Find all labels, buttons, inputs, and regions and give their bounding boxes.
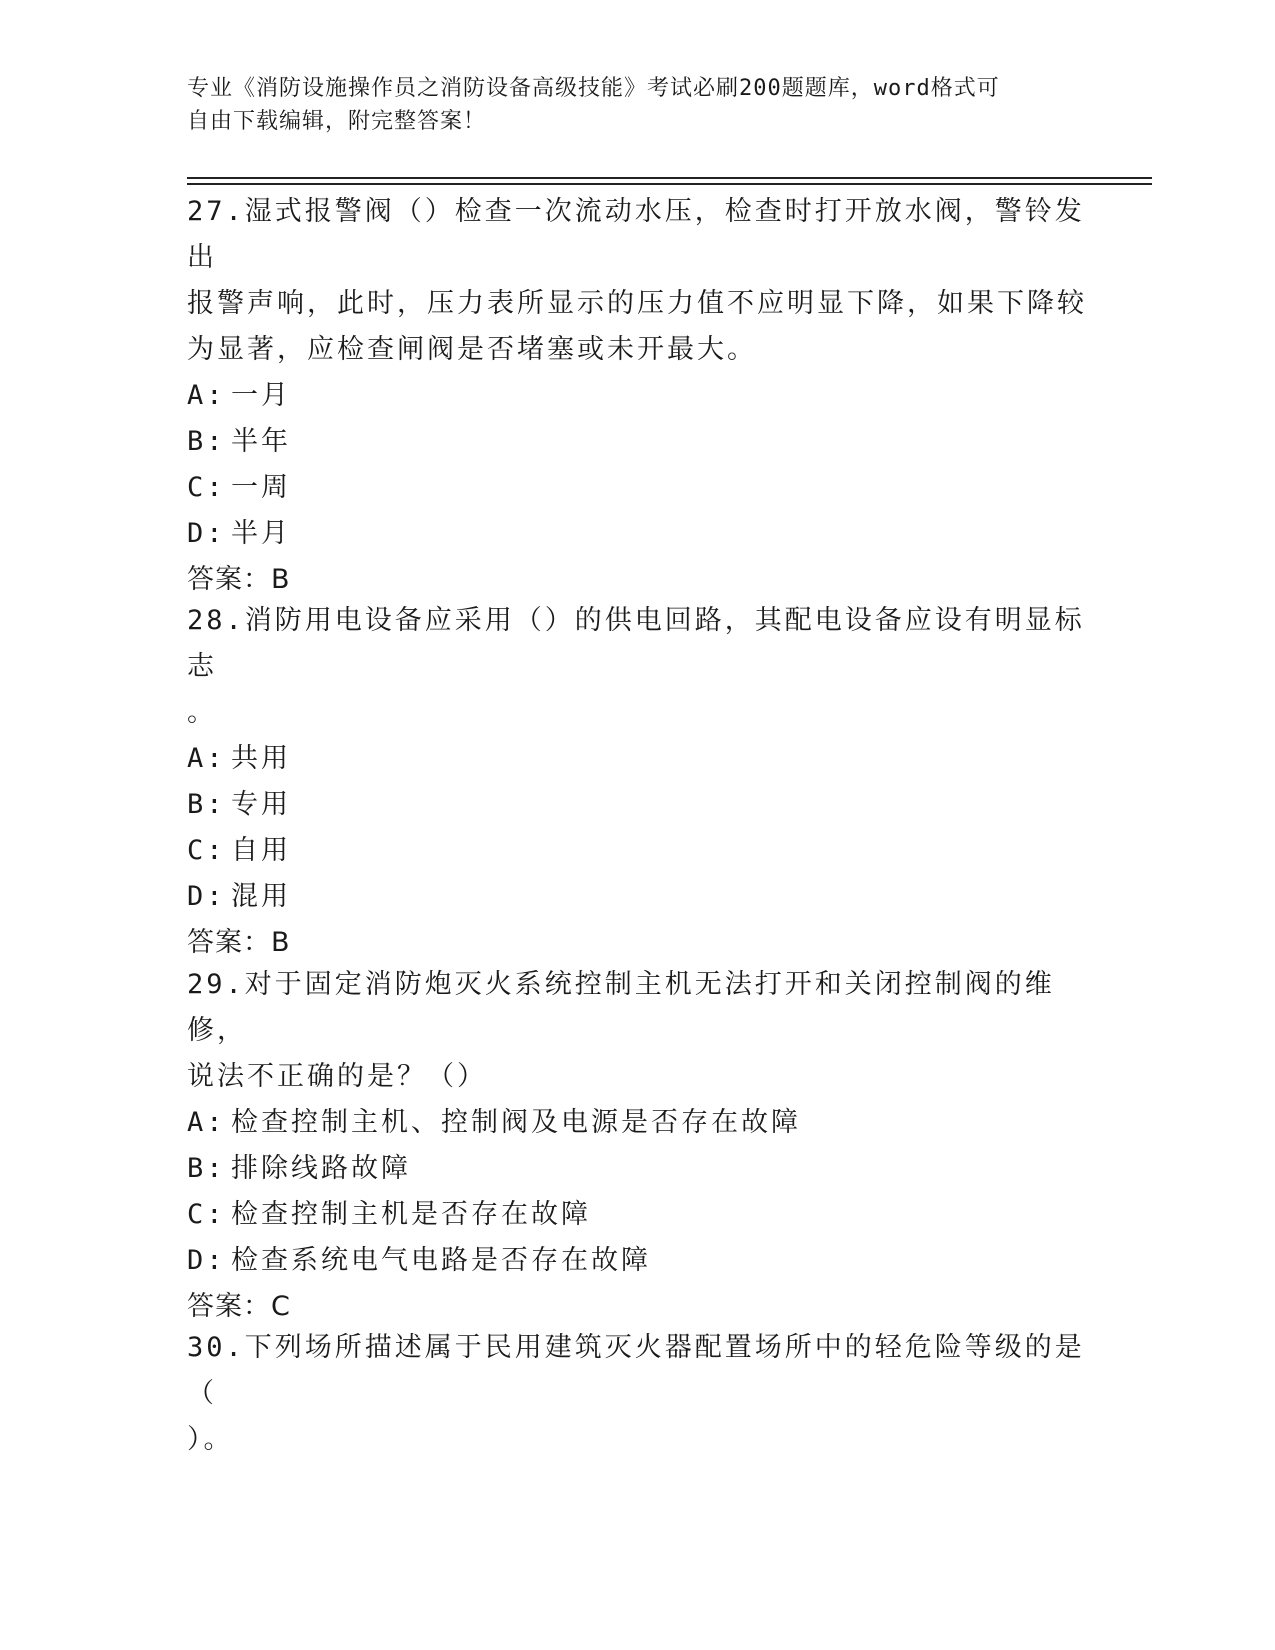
question-28 xyxy=(187,598,1087,966)
question-text xyxy=(187,1325,1087,1463)
option-letter: D: xyxy=(187,1245,226,1276)
question-number: 27. xyxy=(187,196,245,227)
question-line: 27.湿式报警阀（）检查一次流动水压，检查时打开放水阀，警铃发出 xyxy=(187,196,1085,273)
option-d xyxy=(187,1238,1087,1284)
option-d xyxy=(187,874,1087,920)
option-b xyxy=(187,1146,1087,1192)
option-text: 半年 xyxy=(231,426,291,457)
option-letter: A: xyxy=(187,380,226,411)
option-c xyxy=(187,465,1087,511)
header-divider-bottom xyxy=(187,183,1152,185)
question-number: 28. xyxy=(187,605,245,636)
option-letter: C: xyxy=(187,835,226,866)
option-a xyxy=(187,1100,1087,1146)
option-letter: A: xyxy=(187,743,226,774)
option-text: 检查系统电气电路是否存在故障 xyxy=(231,1245,651,1276)
question-line: 报警声响，此时，压力表所显示的压力值不应明显下降，如果下降较 xyxy=(187,288,1087,319)
option-b xyxy=(187,782,1087,828)
question-text xyxy=(187,598,1087,736)
option-text: 一周 xyxy=(231,472,291,503)
header-line-2: 自由下载编辑，附完整答案！ xyxy=(187,109,487,134)
option-b xyxy=(187,419,1087,465)
option-letter: B: xyxy=(187,789,226,820)
option-letter: C: xyxy=(187,1199,226,1230)
question-line: 为显著，应检查闸阀是否堵塞或未开最大。 xyxy=(187,334,757,365)
question-line: 30.下列场所描述属于民用建筑灭火器配置场所中的轻危险等级的是（ xyxy=(187,1332,1085,1409)
option-text: 自用 xyxy=(231,835,291,866)
option-letter: D: xyxy=(187,881,226,912)
option-text: 专用 xyxy=(231,789,291,820)
option-letter: C: xyxy=(187,472,226,503)
question-line: 。 xyxy=(187,697,217,728)
option-a xyxy=(187,736,1087,782)
option-a xyxy=(187,373,1087,419)
option-text: 一月 xyxy=(231,380,291,411)
option-text: 检查控制主机是否存在故障 xyxy=(231,1199,591,1230)
answer: 答案：B xyxy=(187,927,291,958)
header-divider-top xyxy=(187,177,1152,179)
option-letter: D: xyxy=(187,518,226,549)
question-line: 说法不正确的是？（） xyxy=(187,1061,487,1092)
answer: 答案：C xyxy=(187,1291,291,1322)
option-letter: A: xyxy=(187,1107,226,1138)
question-line: ）。 xyxy=(187,1424,234,1455)
document-header xyxy=(187,72,1067,138)
option-text: 排除线路故障 xyxy=(231,1153,411,1184)
option-letter: B: xyxy=(187,426,226,457)
question-29 xyxy=(187,962,1087,1330)
question-text xyxy=(187,189,1087,373)
option-c xyxy=(187,828,1087,874)
question-line: 28.消防用电设备应采用（）的供电回路，其配电设备应设有明显标志 xyxy=(187,605,1085,682)
question-number: 30. xyxy=(187,1332,245,1363)
question-line: 29.对于固定消防炮灭火系统控制主机无法打开和关闭控制阀的维修， xyxy=(187,969,1055,1046)
option-text: 检查控制主机、控制阀及电源是否存在故障 xyxy=(231,1107,801,1138)
option-text: 混用 xyxy=(231,881,291,912)
question-number: 29. xyxy=(187,969,245,1000)
option-d xyxy=(187,511,1087,557)
question-text xyxy=(187,962,1087,1100)
question-27 xyxy=(187,189,1087,603)
option-text: 共用 xyxy=(231,743,291,774)
option-c xyxy=(187,1192,1087,1238)
answer: 答案：B xyxy=(187,564,291,595)
question-30 xyxy=(187,1325,1087,1463)
option-letter: B: xyxy=(187,1153,226,1184)
header-line-1: 专业《消防设施操作员之消防设备高级技能》考试必刷200题题库，word格式可 xyxy=(187,76,1000,101)
option-text: 半月 xyxy=(231,518,291,549)
